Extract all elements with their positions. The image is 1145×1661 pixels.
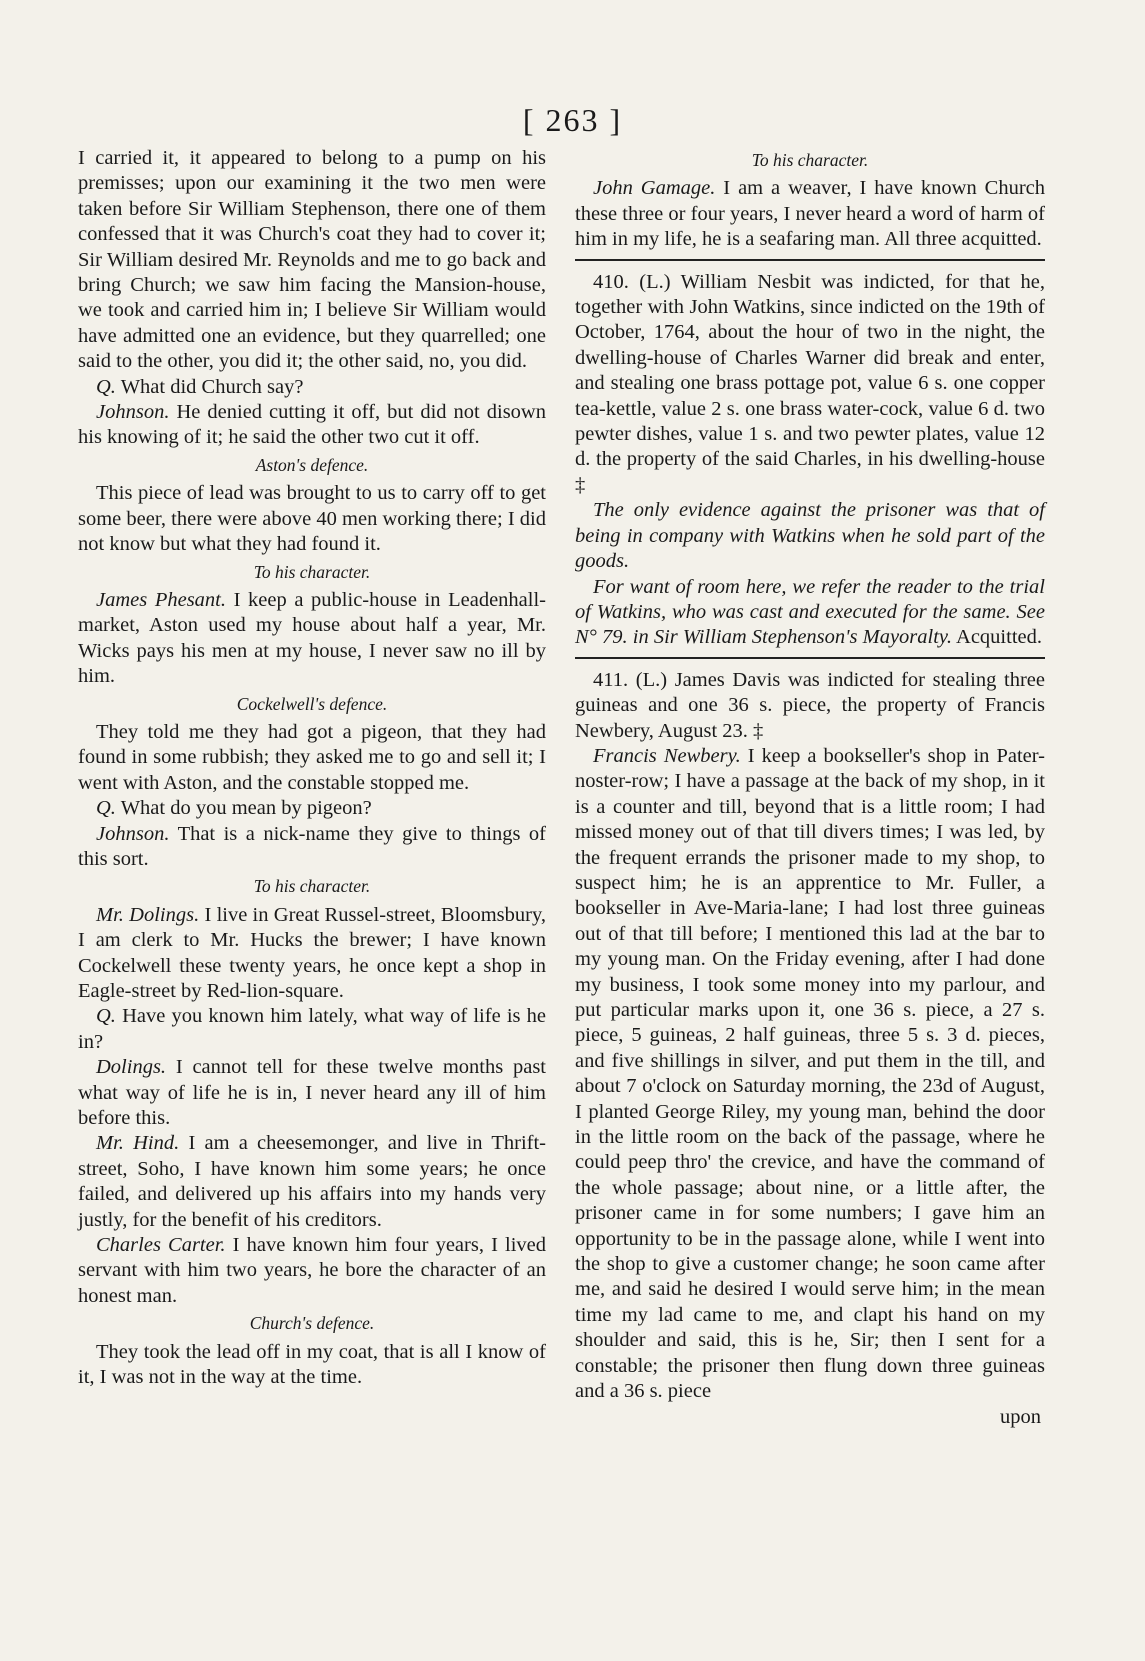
answer-line — [78, 822, 546, 873]
right-column — [575, 146, 1045, 1430]
speaker-label: Q. — [96, 797, 116, 820]
section-heading: To his character. — [253, 876, 371, 897]
answer-text: That is a nick-name they give to things of this sort. — [78, 822, 546, 870]
case-410-indictment: 410. (L.) William Nesbit was indicted, for that he, together with John Watkins, since indicted on the 19th of October, 1764, about the hour of two in the night, the dwelling-house of Charles Warner did break and enter, and stealing one brass pottage pot, value 6 s. one copper tea-kettle, value 2 s. one brass water-cock, value 6 d. two pewter dishes, value 1 s. and two pewter plates, value 12 d. the property of the said Charles, in his dwelling-house ‡ — [575, 270, 1045, 496]
section-heading: To his character. — [751, 150, 869, 170]
section-heading: Church's defence. — [249, 1313, 375, 1334]
witness-paragraph — [78, 903, 546, 1005]
question-text: What did Church say? — [115, 375, 304, 398]
witness-text: I live in Great Russel-street, Bloomsbury, I am clerk to Mr. Hucks the brewer; I have known Cockelwell these twenty years, he once kept a shop in Eagle-street by Red-lion-square. — [78, 903, 546, 1002]
page-number: [ 263 ] — [522, 102, 623, 138]
defence-paragraph: They told me they had got a pigeon, that they had found in some rubbish; they asked me to go and sell it; I went with Aston, and the constable stopped me. — [78, 720, 546, 794]
answer-line — [78, 1055, 546, 1131]
answer-text: He denied cutting it off, but did not disown his knowing of it; he said the other two cut it off. — [78, 401, 546, 449]
case-411-indictment: 411. (L.) James Davis was indicted for stealing three guineas and one 36 s. piece, the property of Francis Newbery, August 23. ‡ — [575, 668, 1045, 742]
question-line — [78, 375, 546, 400]
left-column — [78, 146, 546, 1391]
witness-paragraph — [78, 1233, 546, 1309]
section-heading: To his character. — [253, 561, 371, 582]
catchword: upon — [1000, 1405, 1041, 1428]
witness-paragraph — [78, 588, 546, 690]
speaker-label: Johnson. — [96, 401, 170, 424]
witness-text: I have known him four years, I lived servant with him two years, he bore the character of an honest man. — [78, 1234, 546, 1307]
defence-paragraph: This piece of lead was brought to us to carry off to get some beer, there were above 40 men working there; I did not know but what they had found it. — [78, 482, 546, 556]
section-heading: Aston's defence. — [255, 454, 369, 475]
defence-paragraph: They took the lead off in my coat, that is all I know of it, I was not in the way at the time. — [78, 1340, 546, 1389]
speaker-label: Mr. Dolings. — [96, 903, 200, 926]
question-line — [78, 796, 546, 821]
case-note — [575, 575, 1045, 651]
witness-text: I keep a bookseller's shop in Pater-noster-row; I have a passage at the back of my shop, in it is a counter and till, beyond that is a little room; I had missed money out of that till divers times; I was led, by the frequent errands the prisoner made to my shop, to suspect him; he is an apprentice to Mr. Fuller, a bookseller in Ave-Maria-lane; I had lost three guineas out of that till before; I mentioned this lad at the bar to my young man. On the Friday evening, after I had done my business, I took some money into my parlour, and put particular marks upon it, one 36 s. piece, a 27 s. piece, 5 guineas, 2 half guineas, three 5 s. 3 d. pieces, and five shillings in silver, and put them in the till, and about 7 o'clock on Saturday morning, the 23d of August, I planted George Riley, my young man, behind the door in the little room on the back of the passage, where he could peep thro' the crevice, and have the command of the whole passage; about nine, or a little after, the prisoner came in for some numbers; I gave him an opportunity to be in the passage alone, while I went into the shop to give a customer change; he soon came after me, and said he desired I would serve him; in the mean time my lad came to me, and clapt his hand on my shoulder and said, this is he, Sir; then I sent for a constable; the prisoner then flung down three guineas and a 36 s. piece — [575, 744, 1045, 1403]
witness-text: I am a cheesemonger, and live in Thrift-street, Soho, I have known him some years; he once failed, and delivered up his affairs into my hands very justly, for the benefit of his creditors. — [78, 1132, 546, 1231]
testimony-paragraph: I carried it, it appeared to belong to a pump on his premisses; upon our examining it the two men were taken before Sir William Stephenson, there one of them confessed that it was Church's coat they had to cover it; Sir William desired Mr. Reynolds and me to go back and bring Church; we saw him facing the Mansion-house, we took and carried him in; I believe Sir William would have admitted one an evidence, but they quarrelled; one said to the other, you did it; the other said, no, you did. — [78, 147, 546, 373]
section-heading: Cockelwell's defence. — [236, 693, 388, 714]
speaker-label: Q. — [96, 1005, 116, 1028]
witness-paragraph — [78, 1131, 546, 1233]
witness-text: I am a weaver, I have known Church these three or four years, I never heard a word of harm of him in my life, he is a seafaring man. All three acquitted. — [575, 177, 1045, 251]
case-divider — [575, 657, 1045, 659]
speaker-label: Q. — [96, 375, 116, 398]
speaker-label: Charles Carter. — [96, 1234, 226, 1257]
question-text: What do you mean by pigeon? — [115, 797, 372, 820]
witness-paragraph — [575, 176, 1045, 252]
speaker-label: James Phesant. — [96, 588, 227, 611]
speaker-label: Dolings. — [96, 1056, 167, 1079]
question-text: Have you known him lately, what way of life is he in? — [78, 1005, 546, 1053]
speaker-label: Mr. Hind. — [96, 1132, 180, 1155]
case-note: The only evidence against the prisoner was that of being in company with Watkins when he sold part of the goods. — [575, 499, 1045, 573]
witness-text: I keep a public-house in Leadenhall-market, Aston used my house about half a year, Mr. Wicks pays his men at my house, I never saw no ill by him. — [78, 588, 546, 688]
speaker-label: John Gamage. — [593, 177, 716, 200]
question-line — [78, 1004, 546, 1055]
answer-line — [78, 400, 546, 451]
speaker-label: Francis Newbery. — [593, 744, 741, 767]
witness-paragraph — [575, 744, 1045, 1405]
verdict-text: Acquitted. — [952, 626, 1042, 649]
case-divider — [575, 259, 1045, 261]
answer-text: I cannot tell for these twelve months past what way of life he is in, I never heard any ill of him before this. — [78, 1056, 546, 1130]
note-text: For want of room here, we refer the reader to the trial of Watkins, who was cast and executed for the same. See N° 79. in Sir William Stephenson's Mayoralty. — [575, 575, 1045, 649]
speaker-label: Johnson. — [96, 822, 170, 845]
